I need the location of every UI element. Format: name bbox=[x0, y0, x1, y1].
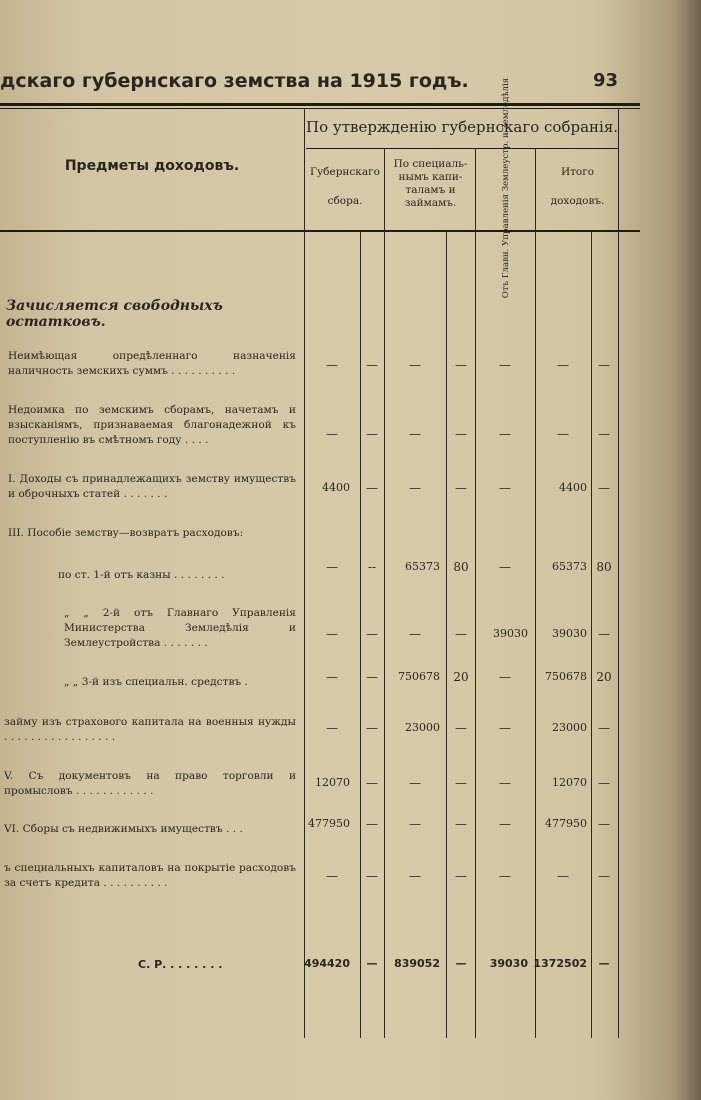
table-cell-c1: 477950 bbox=[308, 817, 350, 830]
table-cell-c4: — bbox=[557, 869, 569, 883]
table-cell-c4: 1372502 bbox=[533, 957, 587, 970]
col1-header: Губернскаго сбора. bbox=[310, 166, 380, 207]
table-cell-c3: — bbox=[499, 869, 511, 883]
table-cell-c3: 39030 bbox=[489, 957, 528, 970]
col3-header: Отъ Главн. Управленія Землеустр. и Земледѣлія bbox=[501, 77, 511, 299]
table-cell-c1k: — bbox=[366, 670, 378, 684]
table-cell-c4: 23000 bbox=[552, 721, 587, 734]
table-cell-c3: — bbox=[499, 817, 511, 831]
col-line bbox=[475, 148, 476, 1038]
row-label: ъ специальныхъ капиталовъ на покрытіе расходовъ за счетъ кредита . . . . . . . . . . bbox=[4, 862, 296, 889]
table-cell-c2: — bbox=[409, 869, 421, 883]
table-cell-c3: 39030 bbox=[493, 627, 528, 640]
label-column-header: Предметы доходовъ. bbox=[64, 158, 240, 174]
row-label: I. Доходы съ принадлежащихъ земству имуществъ и оброчныхъ статей . . . . . . . bbox=[8, 473, 296, 500]
col-line bbox=[446, 232, 447, 1038]
table-cell-c4k: 80 bbox=[596, 560, 612, 574]
table-cell-c4: — bbox=[557, 427, 569, 441]
table-cell-c2k: — bbox=[455, 481, 467, 495]
group-header: По утвержденію губернскаго собранія. bbox=[306, 118, 619, 136]
table-cell-c4k: — bbox=[598, 776, 610, 790]
col-line bbox=[618, 108, 619, 1038]
table-cell-c2k: — bbox=[455, 869, 467, 883]
table-cell-c2: — bbox=[409, 627, 421, 641]
table-cell-c2k: — bbox=[455, 358, 467, 372]
table-cell-c1: — bbox=[326, 869, 338, 883]
table-cell-c2: 750678 bbox=[398, 670, 440, 683]
table-cell-c2: 839052 bbox=[394, 957, 440, 970]
table-cell-c1k: — bbox=[366, 817, 378, 831]
row-label: „ „ 2-й отъ Главнаго Управленія Министерства Земледѣлія и Землеустройства . . . . . . . bbox=[64, 607, 296, 649]
row-label: „ „ 3-й изъ специальн. средствъ . bbox=[64, 676, 248, 688]
table-cell-c2k: — bbox=[455, 427, 467, 441]
top-rule bbox=[0, 103, 640, 106]
row-label: III. Пособіе земству—возвратъ расходовъ: bbox=[8, 527, 244, 539]
table-cell-c4k: — bbox=[598, 627, 610, 641]
header-bottom-rule bbox=[0, 230, 640, 232]
table-cell-c3: — bbox=[499, 776, 511, 790]
group-rule bbox=[306, 148, 618, 149]
table-cell-c4k: — bbox=[598, 721, 610, 735]
table-cell-c1: — bbox=[326, 670, 338, 684]
table-cell-c3: — bbox=[499, 670, 511, 684]
row-label: Неимѣющая опредѣленнаго назначенія наличность земскихъ суммъ . . . . . . . . . . bbox=[8, 350, 296, 377]
table-cell-c2k: — bbox=[455, 817, 467, 831]
table-cell-c2: 23000 bbox=[405, 721, 440, 734]
row-label: Недоимка по земскимъ сборамъ, начетамъ и взысканіямъ, признаваемая благонадежной къ поступленію въ смѣтномъ году . . . . bbox=[8, 404, 296, 446]
table-cell-c1k: — bbox=[366, 358, 378, 372]
col4-header: Итого доходовъ. bbox=[550, 166, 605, 207]
table-cell-c3: — bbox=[499, 481, 511, 495]
running-title: дскаго губернскаго земства на 1915 годъ. bbox=[0, 70, 469, 92]
table-cell-c1: — bbox=[326, 427, 338, 441]
table-cell-c1k: — bbox=[366, 627, 378, 641]
table-cell-c1: — bbox=[326, 721, 338, 735]
table-cell-c4: — bbox=[557, 358, 569, 372]
row-label: V. Съ документовъ на право торговли и промысловъ . . . . . . . . . . . . bbox=[4, 770, 296, 797]
table-cell-c1k: — bbox=[366, 427, 378, 441]
table-cell-c4k: — bbox=[598, 869, 610, 883]
table-cell-c4: 12070 bbox=[552, 776, 587, 789]
table-cell-c3: — bbox=[499, 560, 511, 574]
table-cell-c3: — bbox=[499, 721, 511, 735]
table-cell-c4: 65373 bbox=[552, 560, 587, 573]
col-line bbox=[535, 148, 536, 1038]
table-cell-c4k: — bbox=[598, 427, 610, 441]
table-cell-c1: 494420 bbox=[304, 957, 350, 970]
table-cell-c2k: — bbox=[455, 627, 467, 641]
col-line bbox=[304, 108, 305, 1038]
table-cell-c2k: 80 bbox=[453, 560, 469, 574]
table-cell-c1: — bbox=[326, 560, 338, 574]
table-cell-c4k: — bbox=[598, 957, 610, 970]
col-line bbox=[384, 148, 385, 1038]
col2-header: По специаль- нымъ капи- таламъ и займамъ. bbox=[393, 158, 468, 209]
table-cell-c2k: — bbox=[455, 776, 467, 790]
table-cell-c1: 12070 bbox=[315, 776, 350, 789]
table-cell-c1k: -- bbox=[367, 560, 377, 574]
table-cell-c4k: — bbox=[598, 817, 610, 831]
table-cell-c4k: — bbox=[598, 358, 610, 372]
table-cell-c2: — bbox=[409, 358, 421, 372]
row-label: VI. Сборы съ недвижимыхъ имуществъ . . . bbox=[4, 823, 243, 835]
table-cell-c1k: — bbox=[366, 957, 378, 970]
col-line bbox=[591, 232, 592, 1038]
table-cell-c4: 4400 bbox=[559, 481, 587, 494]
table-cell-c1: — bbox=[326, 358, 338, 372]
table-cell-c2: — bbox=[409, 817, 421, 831]
section-heading: Зачисляется свободныхъ остатковъ. bbox=[6, 298, 223, 330]
table-cell-c3: — bbox=[499, 427, 511, 441]
top-rule-thin bbox=[0, 108, 640, 109]
table-cell-c1k: — bbox=[366, 869, 378, 883]
table-cell-c1: 4400 bbox=[322, 481, 350, 494]
table-cell-c2k: 20 bbox=[453, 670, 469, 684]
table-cell-c1k: — bbox=[366, 481, 378, 495]
table-cell-c2: 65373 bbox=[405, 560, 440, 573]
table-cell-c4: 477950 bbox=[545, 817, 587, 830]
table-cell-c1: — bbox=[326, 627, 338, 641]
table-cell-c2: — bbox=[409, 427, 421, 441]
table-cell-c1k: — bbox=[366, 721, 378, 735]
table-cell-c4k: — bbox=[598, 481, 610, 495]
table-cell-c4k: 20 bbox=[596, 670, 612, 684]
table-cell-c2: — bbox=[409, 776, 421, 790]
table-cell-c2k: — bbox=[455, 721, 467, 735]
table-cell-c2: — bbox=[409, 481, 421, 495]
table-cell-c2k: — bbox=[455, 957, 467, 970]
page-number: 93 bbox=[593, 70, 619, 91]
row-label: по ст. 1-й отъ казны . . . . . . . . bbox=[58, 569, 225, 581]
row-label: займу изъ страхового капитала на военныя нужды . . . . . . . . . . . . . . . . . bbox=[4, 716, 296, 743]
total-label: С. Р. . . . . . . . bbox=[138, 958, 223, 971]
table-cell-c4: 750678 bbox=[545, 670, 587, 683]
table-cell-c4: 39030 bbox=[552, 627, 587, 640]
table-cell-c3: — bbox=[499, 358, 511, 372]
table-cell-c1k: — bbox=[366, 776, 378, 790]
